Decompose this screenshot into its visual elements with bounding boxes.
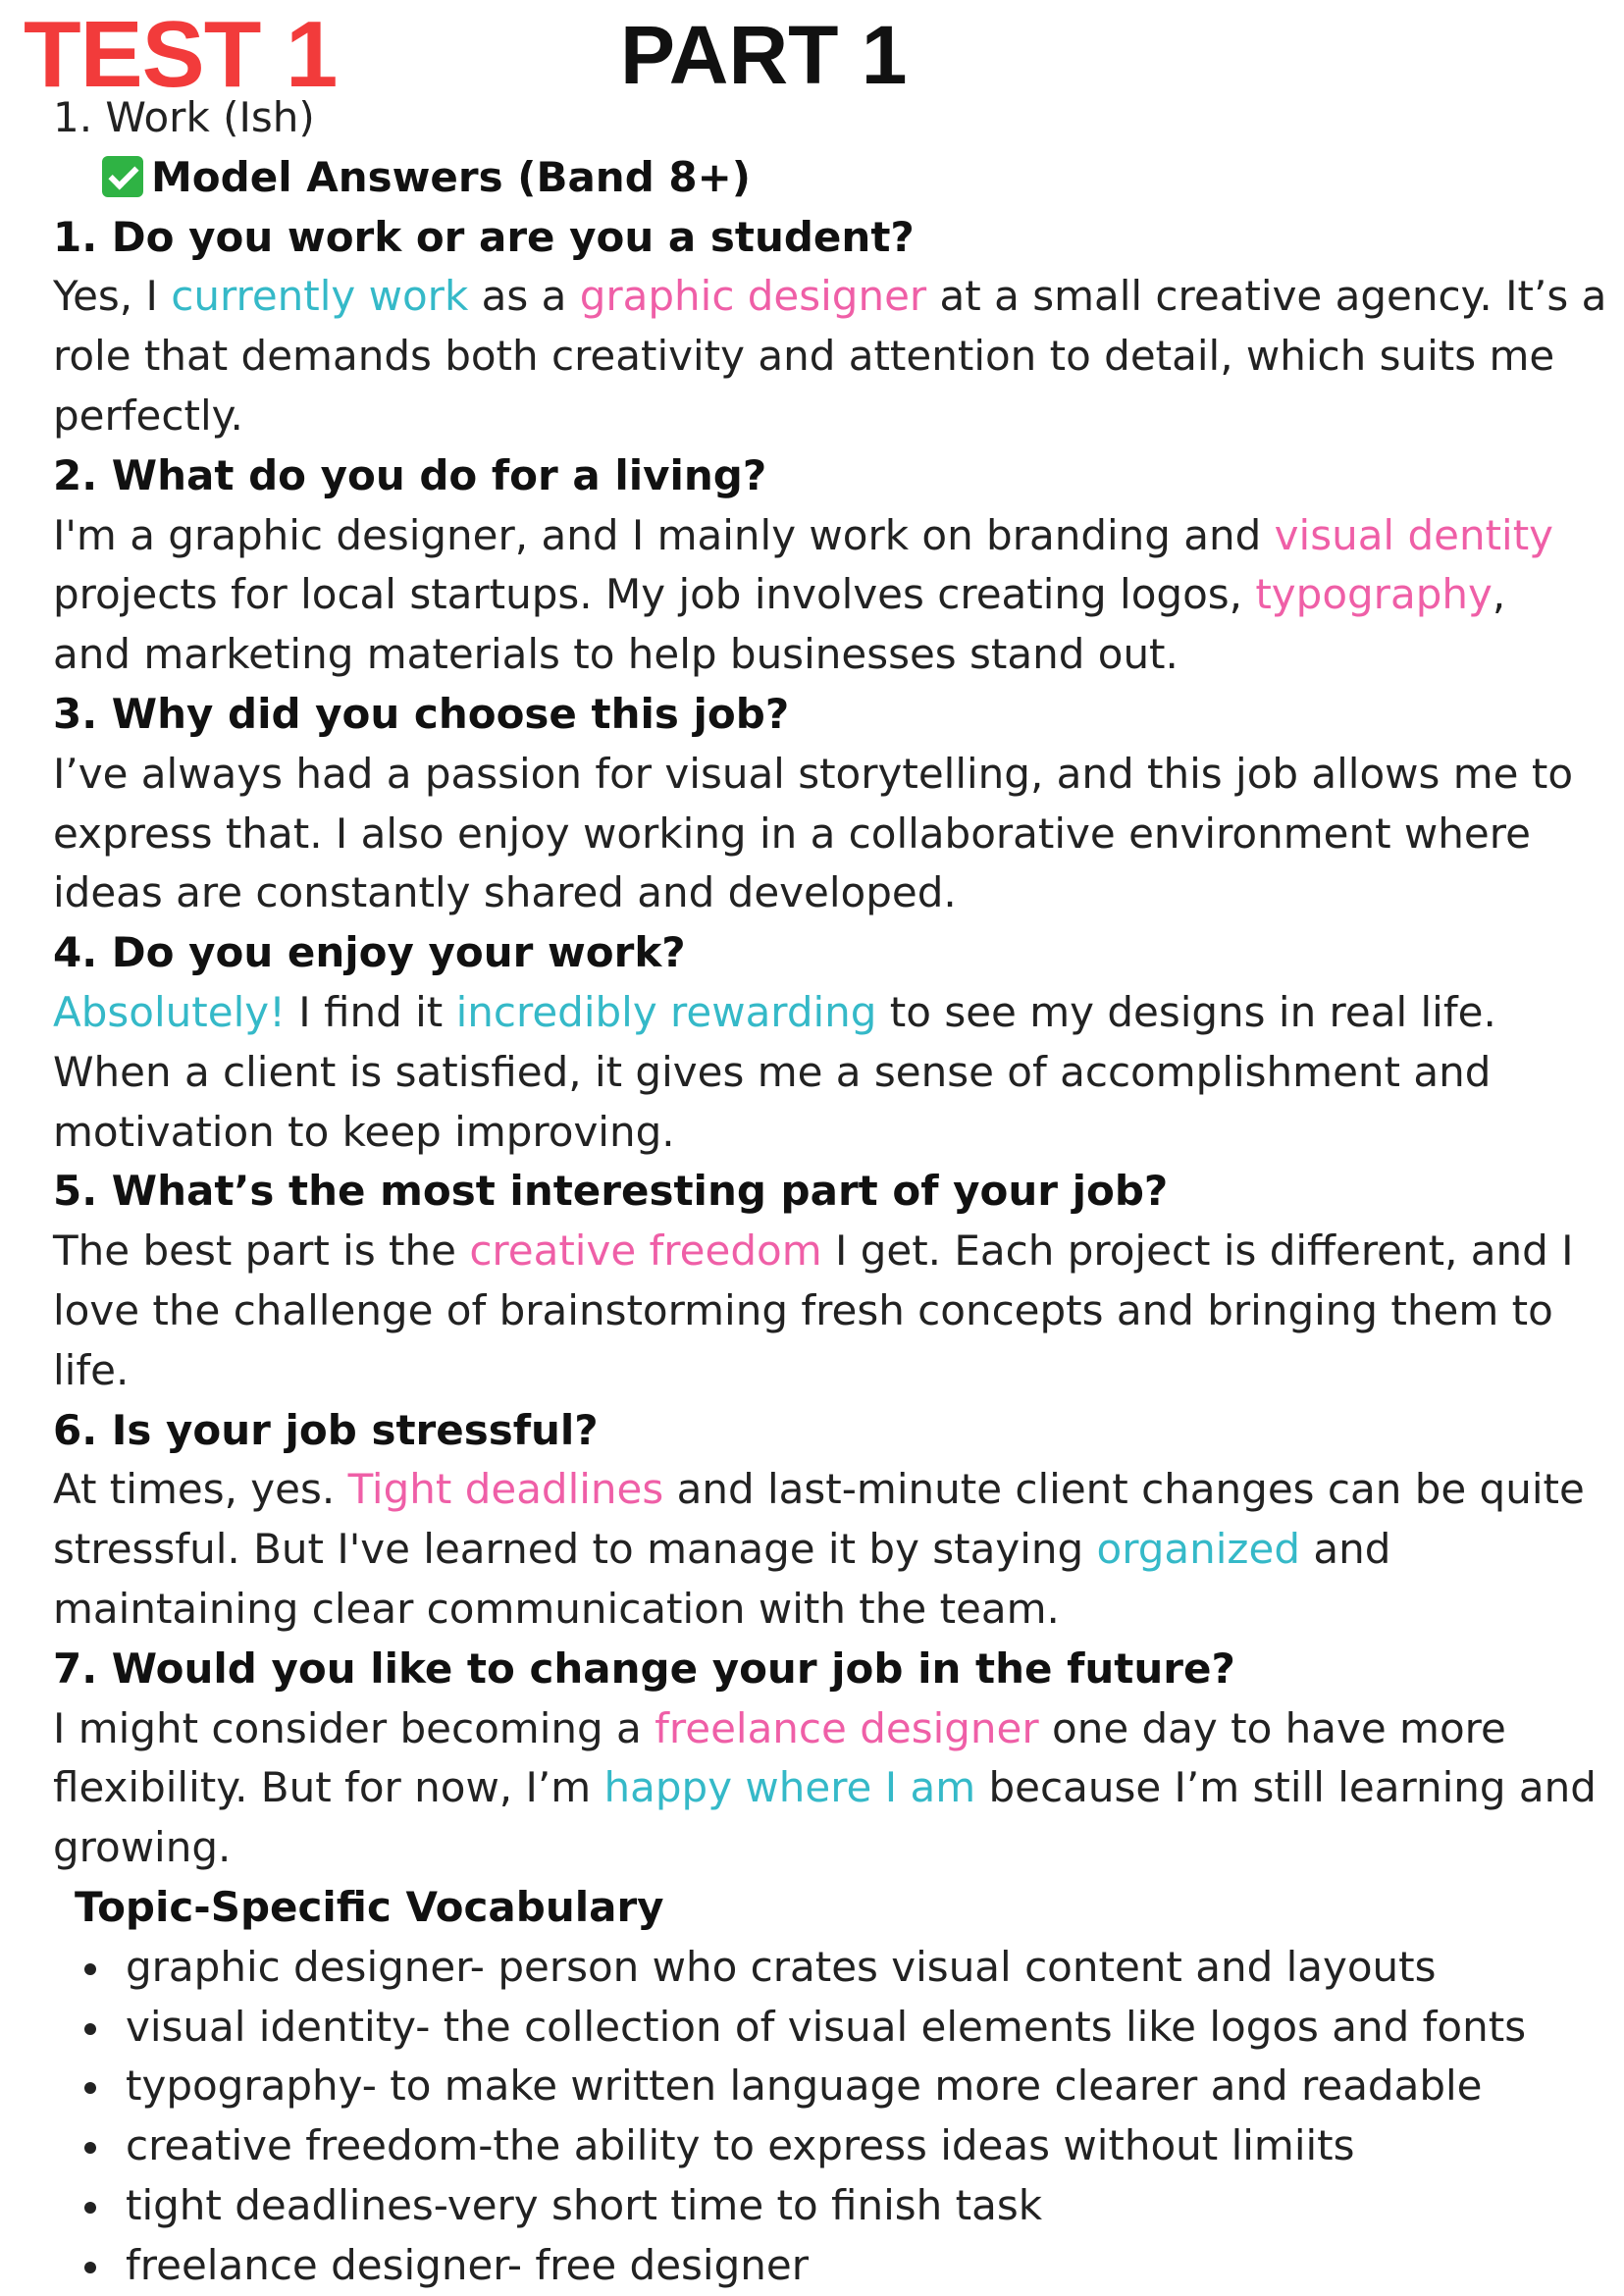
answer-text: ideas are constantly shared and developed.: [53, 868, 957, 917]
answer-text: perfectly.: [53, 391, 243, 440]
answer-line: [53, 506, 1613, 566]
answer-line: [53, 327, 1613, 387]
answer-text: stressful. But I've learned to manage it by staying: [53, 1525, 1097, 1574]
answer-text: I'm a graphic designer, and I mainly work on branding and: [53, 510, 1275, 559]
highlighted-phrase: incredibly rewarding: [455, 987, 877, 1036]
highlighted-phrase: creative freedom: [469, 1226, 822, 1276]
highlighted-phrase: graphic designer: [579, 272, 927, 321]
part-label: PART 1: [620, 9, 908, 101]
answer-text: role that demands both creativity and attention to detail, which suits me: [53, 332, 1555, 381]
model-answers-label: Model Answers (Band 8+): [151, 152, 751, 201]
answer-text: At times, yes.: [53, 1465, 348, 1514]
vocabulary-list: [53, 1938, 1613, 2296]
test-label: TEST 1: [24, 2, 338, 107]
answer-line: [53, 1520, 1613, 1580]
check-mark-icon: [102, 156, 143, 197]
answer-line: [53, 863, 1613, 923]
answer-text: projects for local startups. My job involves creating logos,: [53, 570, 1256, 619]
question-5: 5. What’s the most interesting part of your job?: [53, 1167, 1169, 1216]
answer-text: I might consider becoming a: [53, 1703, 655, 1752]
answer-line: [53, 1580, 1613, 1640]
question-7: 7. Would you like to change your job in the future?: [53, 1644, 1235, 1693]
answer-line: [53, 1699, 1613, 1759]
answer-line: [53, 805, 1613, 864]
answer-line: [53, 1043, 1613, 1103]
vocabulary-item: freelance designer- free designer: [53, 2236, 1613, 2296]
highlighted-phrase: Tight deadlines: [347, 1465, 664, 1514]
answer-text: motivation to keep improving.: [53, 1107, 675, 1156]
answer-text: I get. Each project is different, and I: [821, 1226, 1574, 1276]
vocabulary-item: graphic designer- person who crates visual content and layouts: [53, 1938, 1613, 1998]
qa-list: [53, 208, 1613, 1878]
answer-text: and last-minute client changes can be quite: [663, 1465, 1585, 1514]
highlighted-phrase: organized: [1096, 1525, 1300, 1574]
answer-text: life.: [53, 1345, 130, 1394]
highlighted-phrase: visual dentity: [1274, 510, 1554, 559]
answer-text: When a client is satisfied, it gives me a sense of accomplishment and: [53, 1047, 1492, 1096]
answer-line: [53, 1758, 1613, 1818]
answer-text: love the challenge of brainstorming fresh concepts and bringing them to: [53, 1285, 1553, 1334]
vocabulary-item: tight deadlines-very short time to finish task: [53, 2176, 1613, 2236]
highlighted-phrase: currently work: [171, 272, 469, 321]
answer-line: [53, 1281, 1613, 1341]
question-1: 1. Do you work or are you a student?: [53, 212, 915, 261]
question-6: 6. Is your job stressful?: [53, 1405, 599, 1454]
highlighted-phrase: Absolutely!: [53, 987, 286, 1036]
content: [53, 88, 1613, 2295]
answer-line: [53, 625, 1613, 685]
answer-line: [53, 1341, 1613, 1401]
model-answers-heading: [53, 148, 1613, 208]
answer-text: one day to have more: [1038, 1703, 1506, 1752]
vocabulary-item: creative freedom-the ability to express ideas without limiits: [53, 2116, 1613, 2176]
question-3: 3. Why did you choose this job?: [53, 689, 790, 738]
vocabulary-item: visual identity- the collection of visual elements like logos and fonts: [53, 1998, 1613, 2058]
answer-line: [53, 565, 1613, 625]
answer-line: [53, 1460, 1613, 1520]
vocabulary-item: typography- to make written language more clearer and readable: [53, 2057, 1613, 2116]
answer-text: and marketing materials to help businesses stand out.: [53, 630, 1179, 679]
answer-text: flexibility. But for now, I’m: [53, 1763, 604, 1812]
answer-text: express that. I also enjoy working in a collaborative environment where: [53, 809, 1531, 858]
answer-text: at a small creative agency. It’s a: [926, 272, 1607, 321]
highlighted-phrase: happy where I am: [603, 1763, 976, 1812]
answer-line: [53, 745, 1613, 805]
answer-text: maintaining clear communication with the team.: [53, 1584, 1060, 1633]
answer-line: [53, 267, 1613, 327]
answer-text: I find it: [285, 987, 456, 1036]
answer-text: Yes, I: [53, 272, 172, 321]
answer-text: as a: [468, 272, 580, 321]
highlighted-phrase: typography: [1255, 570, 1493, 619]
answer-text: ,: [1492, 570, 1506, 619]
answer-text: growing.: [53, 1823, 232, 1872]
answer-text: to see my designs in real life.: [876, 987, 1496, 1036]
answer-line: [53, 1103, 1613, 1163]
answer-line: [53, 1818, 1613, 1878]
answer-text: and: [1299, 1525, 1391, 1574]
question-2: 2. What do you do for a living?: [53, 450, 767, 499]
highlighted-phrase: freelance designer: [655, 1703, 1039, 1752]
answer-text: The best part is the: [53, 1226, 470, 1276]
answer-text: because I’m still learning and: [975, 1763, 1597, 1812]
answer-line: [53, 983, 1613, 1043]
section-title: 1. Work (Ish): [53, 93, 315, 141]
answer-text: I’ve always had a passion for visual storytelling, and this job allows me to: [53, 749, 1574, 798]
answer-line: [53, 387, 1613, 446]
answer-line: [53, 1222, 1613, 1281]
vocabulary-title: Topic-Specific Vocabulary: [75, 1882, 664, 1931]
question-4: 4. Do you enjoy your work?: [53, 928, 686, 977]
